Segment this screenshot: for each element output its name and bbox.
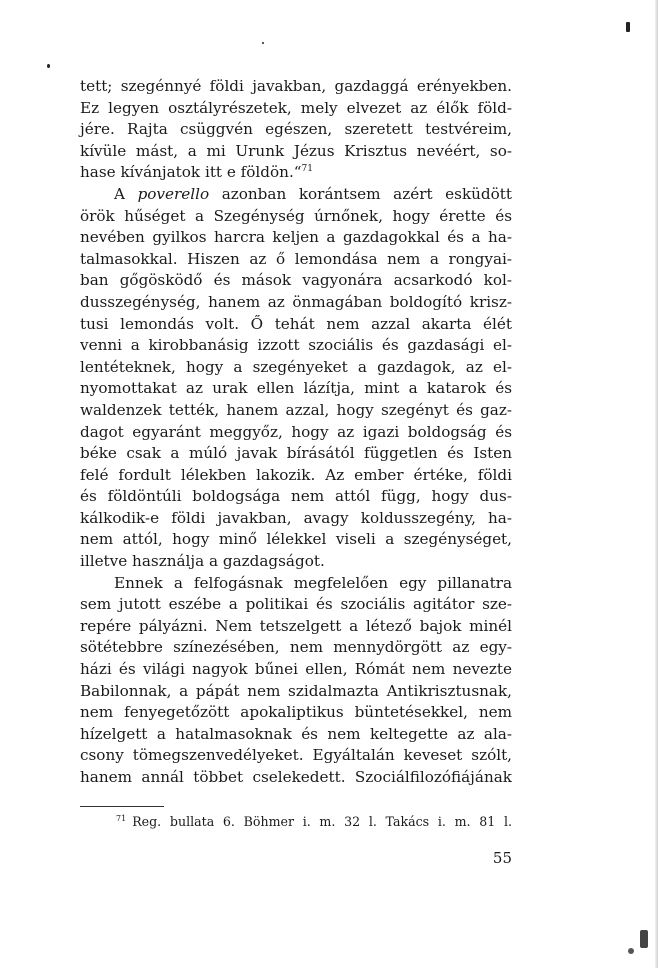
text-line — [80, 184, 512, 206]
text-line: sem jutott eszébe a politikai és szociális agitátor sze- — [80, 595, 512, 614]
scan-speck — [262, 42, 264, 44]
text-line: hanem annál többet cselekedett. Szociálfilozófiájának — [80, 768, 512, 786]
text-line: kálkodik-e földi javakban, avagy koldusszegény, ha- — [80, 508, 512, 527]
scan-speck — [47, 64, 50, 68]
paragraph-3 — [80, 573, 512, 789]
text-line: nevében gyilkos harcra keljen a gazdagokkal és a ha- — [80, 228, 512, 247]
italic-term: poverello — [137, 184, 210, 203]
text-line: Ez legyen osztályrészetek, mely elvezet az élők föld- — [80, 98, 512, 117]
paragraph-1 — [80, 76, 512, 184]
footnote — [116, 814, 512, 830]
text-line: dagot egyaránt meggyőz, hogy az igazi boldogság és — [80, 422, 512, 441]
footnote-number: 71 — [116, 813, 127, 823]
text-line: sötétebbre színezésében, nem mennydörgött az egy- — [80, 638, 512, 657]
scan-speck — [640, 930, 648, 948]
text-line: és földöntúli boldogsága nem attól függ, hogy dus- — [80, 487, 512, 506]
text-line: tett; szegénnyé földi javakban, gazdaggá erényekben. — [80, 77, 512, 95]
scan-speck — [628, 948, 634, 954]
text-line: illetve használja a gazdagságot. — [80, 552, 325, 571]
text-line: ban gőgösködő és mások vagyonára acsarkodó kol- — [80, 271, 512, 290]
footnote-divider — [80, 806, 164, 807]
footnote-text: Reg. bullata 6. Böhmer i. m. 32 l. Takács i. m. 81 l. — [132, 814, 512, 829]
text-line: kívüle mást, a mi Urunk Jézus Krisztus nevéért, so- — [80, 141, 512, 160]
footnote-reference[interactable]: 71 — [301, 164, 313, 175]
text-line: tusi lemondás volt. Ő tehát nem azzal akarta élét — [80, 314, 512, 333]
text-line: jére. Rajta csüggvén egészen, szeretett testvéreim, — [80, 120, 512, 139]
text-line: nem attól, hogy minő lélekkel viseli a szegénységet, — [80, 530, 512, 549]
text-segment: azonban korántsem azért esküdött — [221, 184, 512, 203]
text-line: házi és világi nagyok bűnei ellen, Rómát nem nevezte — [80, 660, 512, 679]
text-line — [80, 162, 512, 184]
text-line: örök hűséget a Szegénység úrnőnek, hogy érette és — [80, 206, 512, 225]
text-line: Ennek a felfogásnak megfelelően egy pillanatra — [114, 573, 512, 592]
body-text — [80, 76, 512, 789]
text-line: talmasokkal. Hiszen az ő lemondása nem a rongyai- — [80, 249, 512, 268]
paragraph-2 — [80, 184, 512, 573]
text-line: csony tömegszenvedélyeket. Egyáltalán keveset szólt, — [80, 746, 512, 765]
text-line: venni a kirobbanásig izzott szociális és gazdasági el- — [80, 336, 512, 355]
scan-speck — [626, 22, 630, 32]
text-line: nem fenyegetőzött apokaliptikus büntetésekkel, nem — [80, 703, 512, 722]
text-line: felé fordult lélekben lakozik. Az ember értéke, földi — [80, 465, 512, 484]
text-segment: A — [114, 184, 125, 203]
text-line: Babilonnak, a pápát nem szidalmazta Antikrisztusnak, — [80, 681, 512, 700]
text-line: dusszegénység, hanem az önmagában boldogító krisz- — [80, 292, 512, 311]
text-line: nyomottakat az urak ellen lázítja, mint a katarok és — [80, 379, 512, 398]
text-line: béke csak a múló javak bírásától független és Isten — [80, 444, 512, 463]
text-line: lentéteknek, hogy a szegényeket a gazdagok, az el- — [80, 357, 512, 376]
text-line: repére pályázni. Nem tetszelgett a létező bajok minél — [80, 616, 512, 635]
text-line: waldenzek tették, hanem azzal, hogy szegényt és gaz- — [80, 400, 512, 419]
text-segment: hase kívánjatok itt e földön.“ — [80, 163, 302, 182]
text-line: hízelgett a hatalmasoknak és nem keltegette az ala- — [80, 724, 512, 743]
page-number: 55 — [492, 849, 512, 867]
